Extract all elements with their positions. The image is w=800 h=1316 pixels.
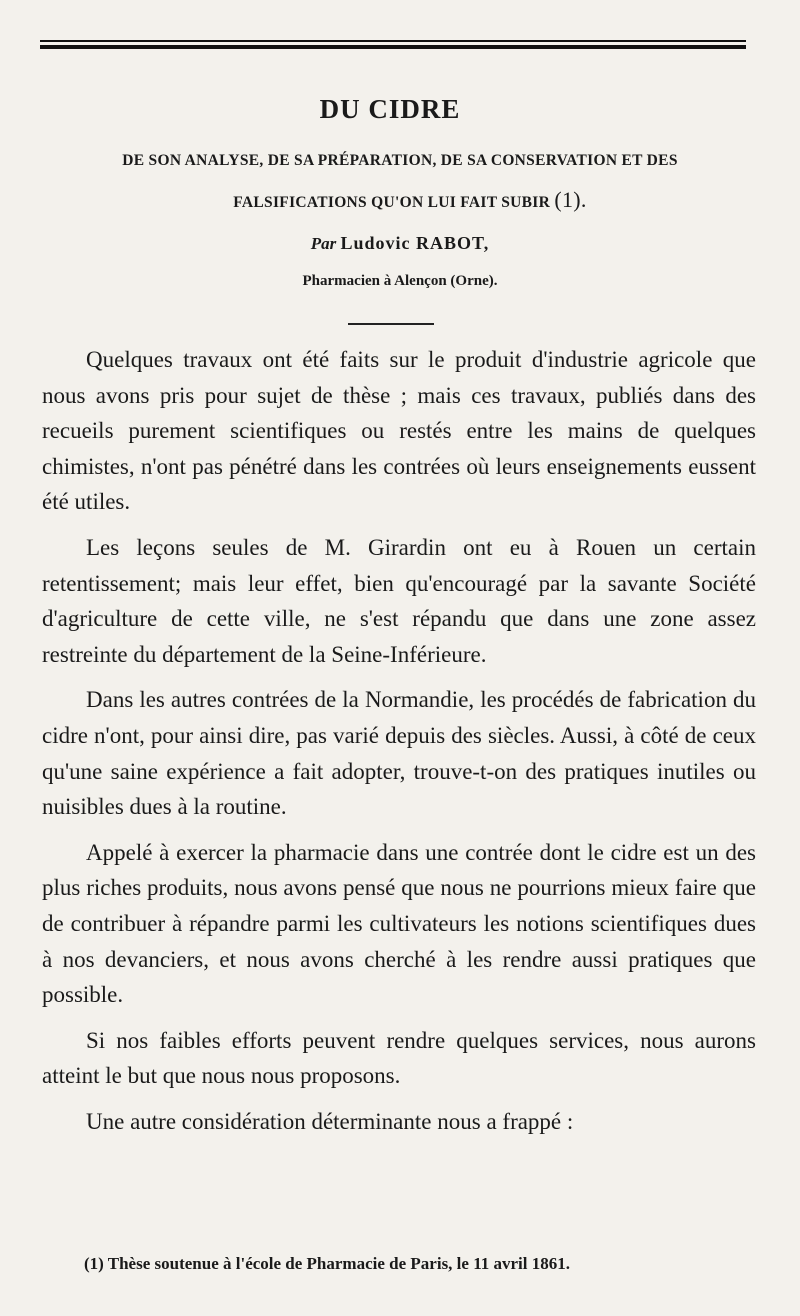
footnote: (1) Thèse soutenue à l'école de Pharmacie de Paris, le 11 avril 1861. (84, 1254, 571, 1273)
section-divider (348, 323, 434, 325)
subtitle-line-2-text: FALSIFICATIONS QU'ON LUI FAIT SUBIR (233, 194, 551, 211)
footnote-reference: (1). (554, 187, 587, 212)
author-affiliation: Pharmacien à Alençon (Orne). (302, 273, 498, 289)
author-line (0, 233, 800, 254)
body-text (42, 342, 756, 1149)
author-prefix: Par (310, 234, 337, 253)
author-name: Ludovic RABOT, (340, 233, 490, 253)
page-title: DU CIDRE (319, 94, 461, 124)
paragraph: Quelques travaux ont été faits sur le produit d'industrie agricole que nous avons pris pour sujet de thèse ; mais ces travaux, publiés dans des recueils purement scientifiques ou restés entre les mains de quelques chimistes, n'ont pas pénétré dans les contrées où leurs enseignements eussent été utiles. (42, 347, 756, 515)
subtitle-line-2 (10, 187, 800, 213)
paragraph: Si nos faibles efforts peuvent rendre quelques services, nous aurons atteint le but que nous nous proposons. (42, 1027, 756, 1089)
subtitle-line-1: DE SON ANALYSE, DE SA PRÉPARATION, DE SA CONSERVATION ET DES (122, 152, 678, 169)
paragraph: Une autre considération déterminante nous a frappé : (86, 1108, 574, 1134)
top-double-rule (40, 40, 746, 49)
paragraph: Dans les autres contrées de la Normandie, les procédés de fabrication du cidre n'ont, pour ainsi dire, pas varié depuis des siècles. Aussi, à côté de ceux qu'une saine expérience a fait adopter, trouve-t-on des pratiques inutiles ou nuisibles dues à la routine. (42, 687, 756, 820)
paragraph: Appelé à exercer la pharmacie dans une contrée dont le cidre est un des plus riches produits, nous avons pensé que nous ne pourrions mieux faire que de contribuer à répandre parmi les cultivateurs les notions scientifiques dues à nos devanciers, et nous avons cherché à les rendre aussi pratiques que possible. (42, 839, 756, 1008)
paragraph: Les leçons seules de M. Girardin ont eu à Rouen un certain retentissement; mais leur effet, bien qu'encouragé par la savante Société d'agriculture de cette ville, ne s'est répandu que dans une zone assez restreinte du département de la Seine-Inférieure. (42, 534, 756, 667)
